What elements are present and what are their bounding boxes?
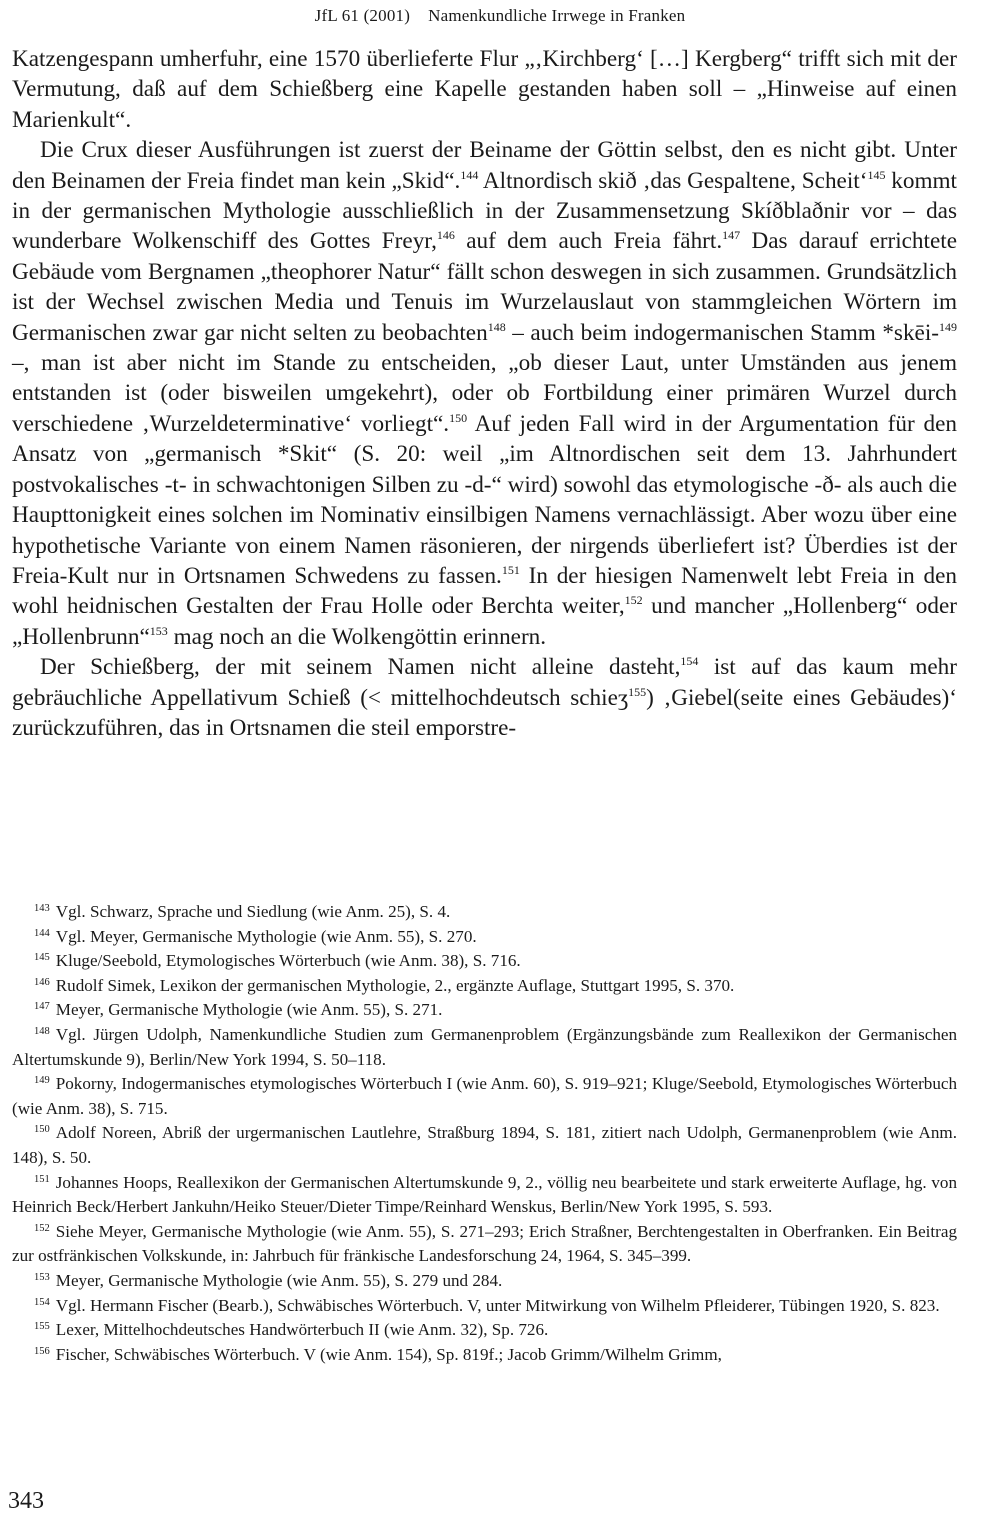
footnote-text: Kluge/Seebold, Etymologisches Wörterbuch (wie Anm. 38), S. 716. [55,951,521,971]
text-run: mag noch an die Wolkengöttin erinnern. [167,623,547,650]
text-run: Der Schießberg, der mit seinem Namen nicht alleine dasteht, [40,654,681,681]
footnote-number: 150 [34,1124,50,1136]
footnote-ref-146[interactable]: 146 [436,228,455,243]
footnote-ref-151[interactable]: 151 [501,562,520,577]
paragraph-1: Katzengespann umherfuhr, eine 1570 überlieferte Flur „‚Kirchberg‘ […] Kergberg“ trifft sich mit der Vermutung, daß auf dem Schießberg eine Kapelle gestanden haben soll – „Hinweise auf einen Marienkult“. [12,46,957,133]
footnote [12,1121,957,1170]
page-number: 343 [8,1488,44,1514]
footnote [12,1220,957,1269]
footnote-number: 156 [34,1345,50,1357]
footnote [12,949,957,974]
footnote-text: Rudolf Simek, Lexikon der germanischen Mythologie, 2., ergänzte Auflage, Stuttgart 1995, S. 370. [55,975,735,995]
footnote-text: Fischer, Schwäbisches Wörterbuch. V (wie Anm. 154), Sp. 819f.; Jacob Grimm/Wilhelm Grimm, [55,1344,722,1364]
running-header [0,5,1000,27]
footnote [12,1318,957,1343]
footnote-ref-144[interactable]: 144 [460,167,479,182]
footnote-ref-155[interactable]: 155 [628,684,647,699]
footnote-ref-150[interactable]: 150 [449,410,468,425]
footnote-text: Meyer, Germanische Mythologie (wie Anm. 55), S. 279 und 284. [55,1270,503,1290]
text-run: kommt in der germanischen Mythologie ausschließlich in der Zusammensetzung Skíðblaðnir vor – das wunderbare Wolkenschiff des Gottes Freyr, [12,167,957,255]
footnote [12,925,957,950]
text-run: und mancher „Hollenberg“ oder „Hollenbrunn“ [12,593,958,650]
footnote-number: 148 [34,1025,50,1037]
footnote-number: 145 [34,952,50,964]
footnote [12,1294,957,1319]
text-run: Das darauf errichtete Gebäude vom Bergnamen „theophorer Natur“ fällt schon deswegen in sich zusammen. Grundsätzlich ist der Wechsel zwischen Media und Tenuis im Wurzelauslaut von stammgleichen Wörtern im Germanischen zwar gar nicht selten zu beobachten [12,228,957,346]
footnote-ref-145[interactable]: 145 [867,167,886,182]
footnote [12,998,957,1023]
footnote-number: 152 [34,1222,50,1234]
footnote-number: 144 [34,927,50,939]
footnote-number: 155 [34,1321,50,1333]
footnote-text: Lexer, Mittelhochdeutsches Handwörterbuch II (wie Anm. 32), Sp. 726. [55,1320,549,1340]
article-title: Namenkundliche Irrwege in Franken [428,6,686,25]
footnote-number: 146 [34,976,50,988]
paragraph-2 [12,135,957,652]
footnote-text: Johannes Hoops, Reallexikon der Germanischen Altertumskunde 9, 2., völlig neu bearbeitete und stark erweiterte Auflage, hg. von Heinrich Beck/Herbert Jankuhn/Heiko Steuer/Dieter Timpe/Reinhard Wenskus, Berlin/New York 1995, S. 593. [12,1172,957,1217]
footnote-ref-153[interactable]: 153 [149,623,168,638]
footnote [12,1269,957,1294]
footnote-ref-147[interactable]: 147 [722,228,741,243]
footnote-number: 147 [34,1001,50,1013]
footnote-text: Vgl. Schwarz, Sprache und Siedlung (wie Anm. 25), S. 4. [55,902,451,921]
footnote-text: Pokorny, Indogermanisches etymologisches Wörterbuch I (wie Anm. 60), S. 919–921; Kluge/Seebold, Etymologisches Wörterbuch (wie Anm. 38), S. 715. [12,1074,957,1118]
footnotes [12,900,957,1367]
footnote-ref-148[interactable]: 148 [487,319,506,334]
footnote-number: 143 [34,903,50,914]
footnote-text: Siehe Meyer, Germanische Mythologie (wie Anm. 55), S. 271–293; Erich Straßner, Berchtengestalten in Oberfranken. Ein Beitrag zur ostfränkischen Volkskunde, in: Jahrbuch für fränkische Landesforschung 24, 1964, S. 345–399. [12,1221,957,1266]
text-run: Altnordisch skið ‚das Gespaltene, Scheit‘ [478,167,868,194]
footnote-ref-154[interactable]: 154 [680,654,699,669]
footnote-number: 154 [34,1296,50,1308]
text-run: Die Crux dieser Ausführungen ist zuerst der Beiname der Göttin selbst, den es nicht gibt. Unter den Beinamen der Freia findet man kein „Skid“. [12,137,957,194]
footnote [12,1171,957,1220]
text-run: ist auf das kaum mehr gebräuchliche Appellativum Schieß (< mittelhochdeutsch schieʒ [12,654,957,711]
footnote-text: Vgl. Hermann Fischer (Bearb.), Schwäbisches Wörterbuch. V, unter Mitwirkung von Wilhelm Pfleiderer, Tübingen 1920, S. 823. [55,1295,940,1315]
text-run: –, man ist aber nicht im Stande zu entscheiden, „ob dieser Laut, unter Umständen aus jenem entstanden ist (oder bisweilen umgekehrt), oder ob Fortbildung einer primären Wurzel durch verschiedene ‚Wurzeldeterminative‘ vorliegt“. [12,350,957,437]
footnote [12,1343,957,1368]
footnote-number: 149 [34,1075,50,1087]
footnote [12,974,957,999]
footnote-text: Adolf Noreen, Abriß der urgermanischen Lautlehre, Straßburg 1894, S. 181, zitiert nach Udolph, Germanenproblem (wie Anm. 148), S. 50. [12,1123,957,1167]
text-run: In der hiesigen Namenwelt lebt Freia in den wohl heidnischen Gestalten der Frau Holle oder Berchta weiter, [12,562,957,620]
footnote-number: 151 [34,1173,50,1185]
text-run: – auch beim indogermanischen Stamm *skēi- [505,319,939,346]
journal-citation: JfL 61 (2001) [314,6,411,25]
footnote-ref-152[interactable]: 152 [624,593,643,608]
text-run: ) ‚Giebel(seite eines Gebäudes)‘ zurückzuführen, das in Ortsnamen die steil emporstre- [12,684,957,741]
footnote [12,1072,957,1121]
footnote-number: 153 [34,1271,50,1283]
footnote [12,900,957,925]
footnote [12,1023,957,1072]
text-run: auf dem auch Freia fährt. [454,228,723,255]
footnote-text: Vgl. Meyer, Germanische Mythologie (wie Anm. 55), S. 270. [55,926,477,946]
footnote-ref-149[interactable]: 149 [939,319,957,334]
main-text [12,44,957,743]
paragraph-3 [12,652,957,743]
footnote-text: Vgl. Jürgen Udolph, Namenkundliche Studien zum Germanenproblem (Ergänzungsbände zum Reallexikon der Germanischen Altertumskunde 9), Berlin/New York 1994, S. 50–118. [12,1024,957,1069]
text-run: Auf jeden Fall wird in der Argumentation für den Ansatz von „germanisch *Skit“ (S. 20: weil „im Altnordischen seit dem 13. Jahrhundert postvokalisches -t- in schwachtonigen Silben zu -d-“ wird) sowohl das etymologische -ð- als auch die Haupttonigkeit eines solchen im Nominativ einsilbigen Namens vernachlässigt. Aber wozu über eine hypothetische Variante von einem Namen räsonieren, der nirgends überliefert ist? Überdies ist der Freia-Kult nur in Ortsnamen Schwedens zu fassen. [12,410,957,589]
footnote-text: Meyer, Germanische Mythologie (wie Anm. 55), S. 271. [55,1000,443,1020]
